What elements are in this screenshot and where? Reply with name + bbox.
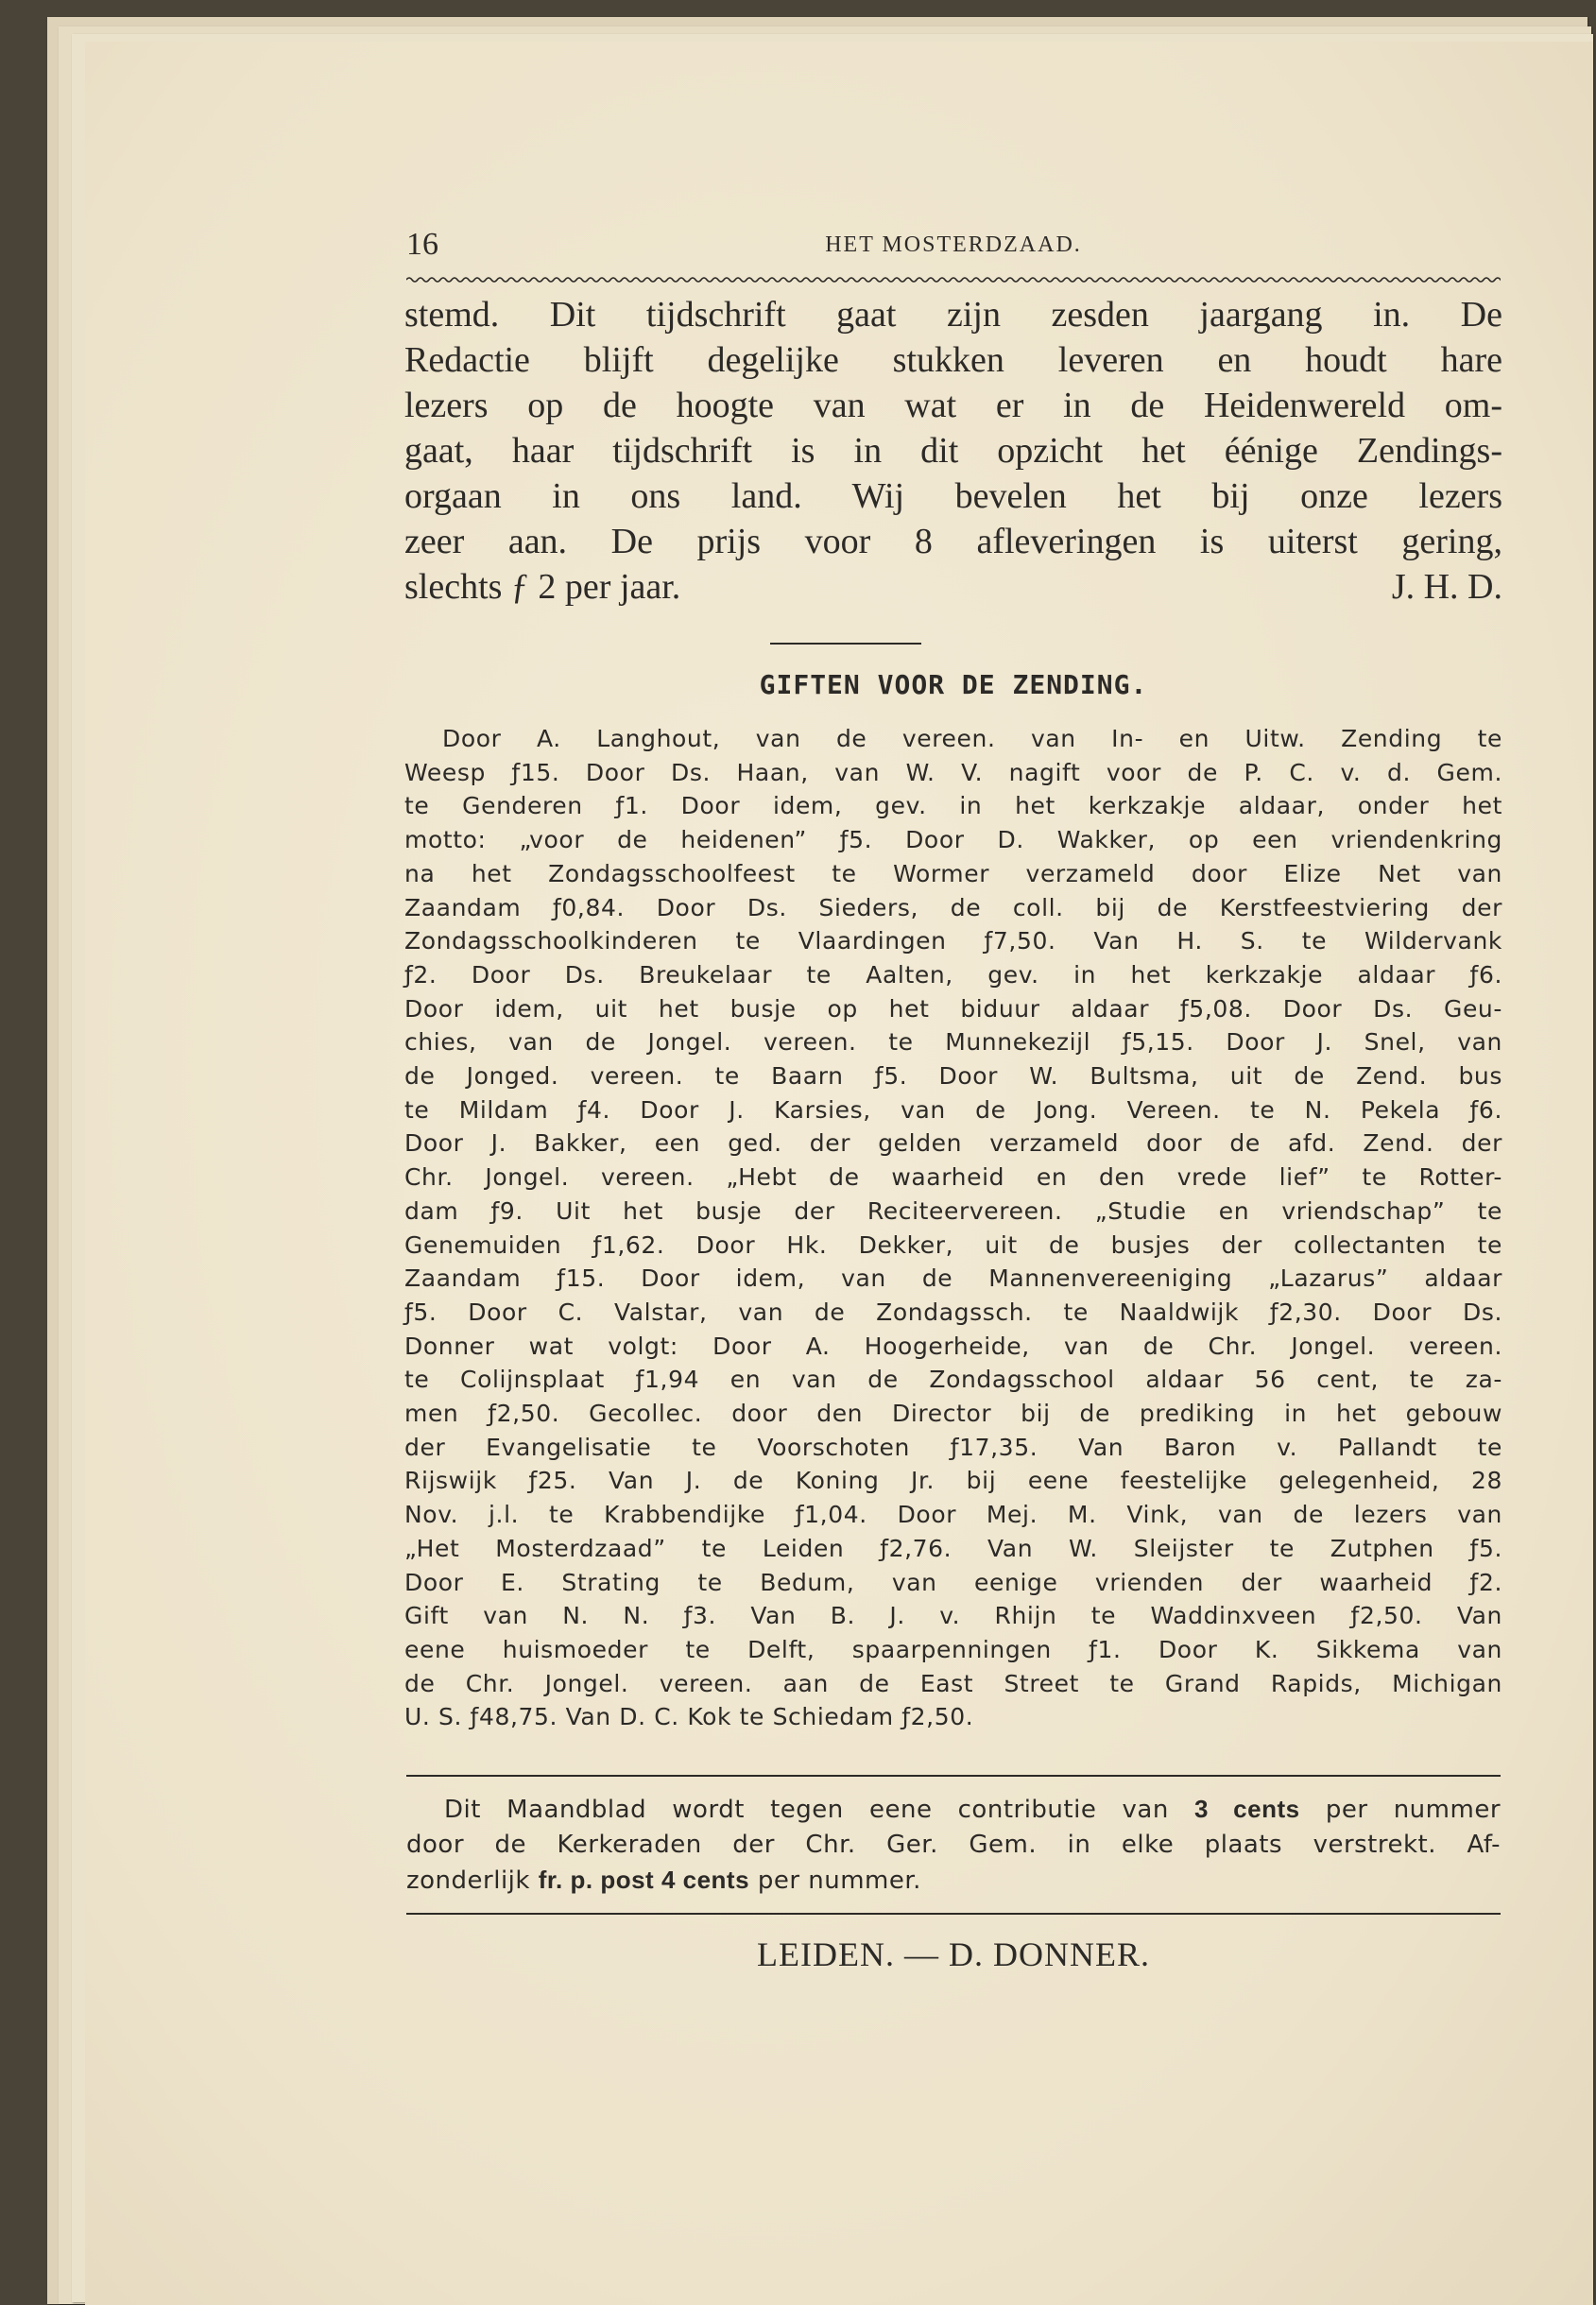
text-line: orgaan in ons land. Wij bevelen het bij onze lezers	[404, 476, 1502, 516]
notice-text: Dit Maandblad wordt tegen eene contributie van	[444, 1796, 1169, 1824]
text-line: de Jonged. vereen. te Baarn ƒ5. Door W. Bultsma, uit de Zend. bus	[404, 1062, 1502, 1091]
notice-text: zonderlijk	[406, 1866, 530, 1895]
text-line	[406, 1792, 1501, 1828]
text-line: Chr. Jongel. vereen. „Hebt de waarheid en den vrede lief” te Rotter-	[404, 1163, 1502, 1192]
text-line: Redactie blijft degelijke stukken leveren en houdt hare	[404, 340, 1502, 380]
text-line: na het Zondagsschoolfeest te Wormer verzameld door Elize Net van	[404, 859, 1502, 887]
donations-list	[404, 722, 1502, 1734]
page-number: 16	[406, 227, 438, 262]
text-line: U. S. ƒ48,75. Van D. C. Kok te Schiedam ƒ2,50.	[404, 1703, 974, 1731]
text-line: Zaandam ƒ0,84. Door Ds. Sieders, de coll. bij de Kerstfeestviering der	[404, 893, 1502, 921]
subscription-notice	[406, 1792, 1501, 1899]
text-line: der Evangelisatie te Voorschoten ƒ17,35. Van Baron v. Pallandt te	[404, 1433, 1502, 1461]
horizontal-rule	[406, 1775, 1501, 1777]
text-line: Rijswijk ƒ25. Van J. de Koning Jr. bij eene feestelijke gelegenheid, 28	[404, 1467, 1502, 1495]
last-line-text: slechts ƒ 2 per jaar.	[404, 567, 681, 607]
text-line: te Genderen ƒ1. Door idem, gev. in het kerkzakje aldaar, onder het	[404, 792, 1502, 820]
text-line: Zondagsschoolkinderen te Vlaardingen ƒ7,50. Van H. S. te Wildervank	[404, 927, 1502, 955]
text-line: motto: „voor de heidenen” ƒ5. Door D. Wakker, op een vriendenkring	[404, 826, 1502, 854]
text-line: ƒ2. Door Ds. Breukelaar te Aalten, gev. in het kerkzakje aldaar ƒ6.	[404, 960, 1502, 989]
text-line: eene huismoeder te Delft, spaarpenningen ƒ1. Door K. Sikkema van	[404, 1635, 1502, 1663]
text-line: te Colijnsplaat ƒ1,94 en van de Zondagsschool aldaar 56 cent, te za-	[404, 1366, 1502, 1394]
text-line: Donner wat volgt: Door A. Hoogerheide, van de Chr. Jongel. vereen.	[404, 1332, 1502, 1360]
text-line: „Het Mosterdzaad” te Leiden ƒ2,76. Van W. Sleijster te Zutphen ƒ5.	[404, 1534, 1502, 1562]
page	[85, 42, 1593, 2305]
text-line: stemd. Dit tijdschrift gaat zijn zesden jaargang in. De	[404, 295, 1502, 335]
text-line: de Chr. Jongel. vereen. aan de East Street te Grand Rapids, Michigan	[404, 1669, 1502, 1697]
text-line: Weesp ƒ15. Door Ds. Haan, van W. V. nagift voor de P. C. v. d. Gem.	[404, 758, 1502, 786]
text-line: lezers op de hoogte van wat er in de Heidenwereld om-	[404, 386, 1502, 425]
text-line: Gift van N. N. ƒ3. Van B. J. v. Rhijn te Waddinxveen ƒ2,50. Van	[404, 1602, 1502, 1630]
notice-text: per nummer	[1325, 1796, 1502, 1824]
text-line: Door A. Langhout, van de vereen. van In- en Uitw. Zending te	[442, 725, 1502, 752]
wavy-header-rule	[406, 274, 1501, 285]
notice-price: 3 cents	[1194, 1795, 1300, 1823]
text-line: door de Kerkeraden der Chr. Ger. Gem. in elke plaats verstrekt. Af-	[406, 1831, 1501, 1859]
text-line: Door idem, uit het busje op het biduur aldaar ƒ5,08. Door Ds. Geu-	[404, 994, 1502, 1023]
text-line: ƒ5. Door C. Valstar, van de Zondagssch. te Naaldwijk ƒ2,30. Door Ds.	[404, 1298, 1502, 1326]
text-line: Zaandam ƒ15. Door idem, van de Mannenvereeniging „Lazarus” aldaar	[404, 1264, 1502, 1293]
text-line: Door E. Strating te Bedum, van eenige vrienden der waarheid ƒ2.	[404, 1568, 1502, 1596]
text-line: dam ƒ9. Uit het busje der Reciteervereen. „Studie en vriendschap” te	[404, 1196, 1502, 1225]
text-line: gaat, haar tijdschrift is in dit opzicht het éénige Zendings-	[404, 431, 1502, 471]
text-line: Genemuiden ƒ1,62. Door Hk. Dekker, uit de busjes der collectanten te	[404, 1230, 1502, 1259]
printer-imprint: LEIDEN. — D. DONNER.	[757, 1935, 1150, 1973]
text-line	[404, 564, 1502, 610]
text-line: men ƒ2,50. Gecollec. door den Director bij de prediking in het gebouw	[404, 1400, 1502, 1428]
text-line: chies, van de Jongel. vereen. te Munnekezijl ƒ5,15. Door J. Snel, van	[404, 1028, 1502, 1057]
signature: J. H. D.	[1391, 567, 1502, 607]
section-separator	[770, 643, 921, 645]
notice-text: per nummer.	[757, 1866, 921, 1895]
text-line: Door J. Bakker, een ged. der gelden verzameld door de afd. Zend. der	[404, 1129, 1502, 1158]
page-header	[406, 227, 1501, 276]
text-line: te Mildam ƒ4. Door J. Karsies, van de Jong. Vereen. te N. Pekela ƒ6.	[404, 1095, 1502, 1124]
section-heading: GIFTEN VOOR DE ZENDING.	[759, 669, 1148, 700]
text-line	[406, 1863, 1501, 1899]
running-title: HET MOSTERDZAAD.	[825, 232, 1082, 257]
notice-postage: fr. p. post 4 cents	[538, 1866, 750, 1894]
text-line: zeer aan. De prijs voor 8 afleveringen is uiterst gering,	[404, 522, 1502, 561]
lead-paragraph	[404, 292, 1502, 610]
horizontal-rule	[406, 1913, 1501, 1915]
text-line: Nov. j.l. te Krabbendijke ƒ1,04. Door Mej. M. Vink, van de lezers van	[404, 1501, 1502, 1529]
